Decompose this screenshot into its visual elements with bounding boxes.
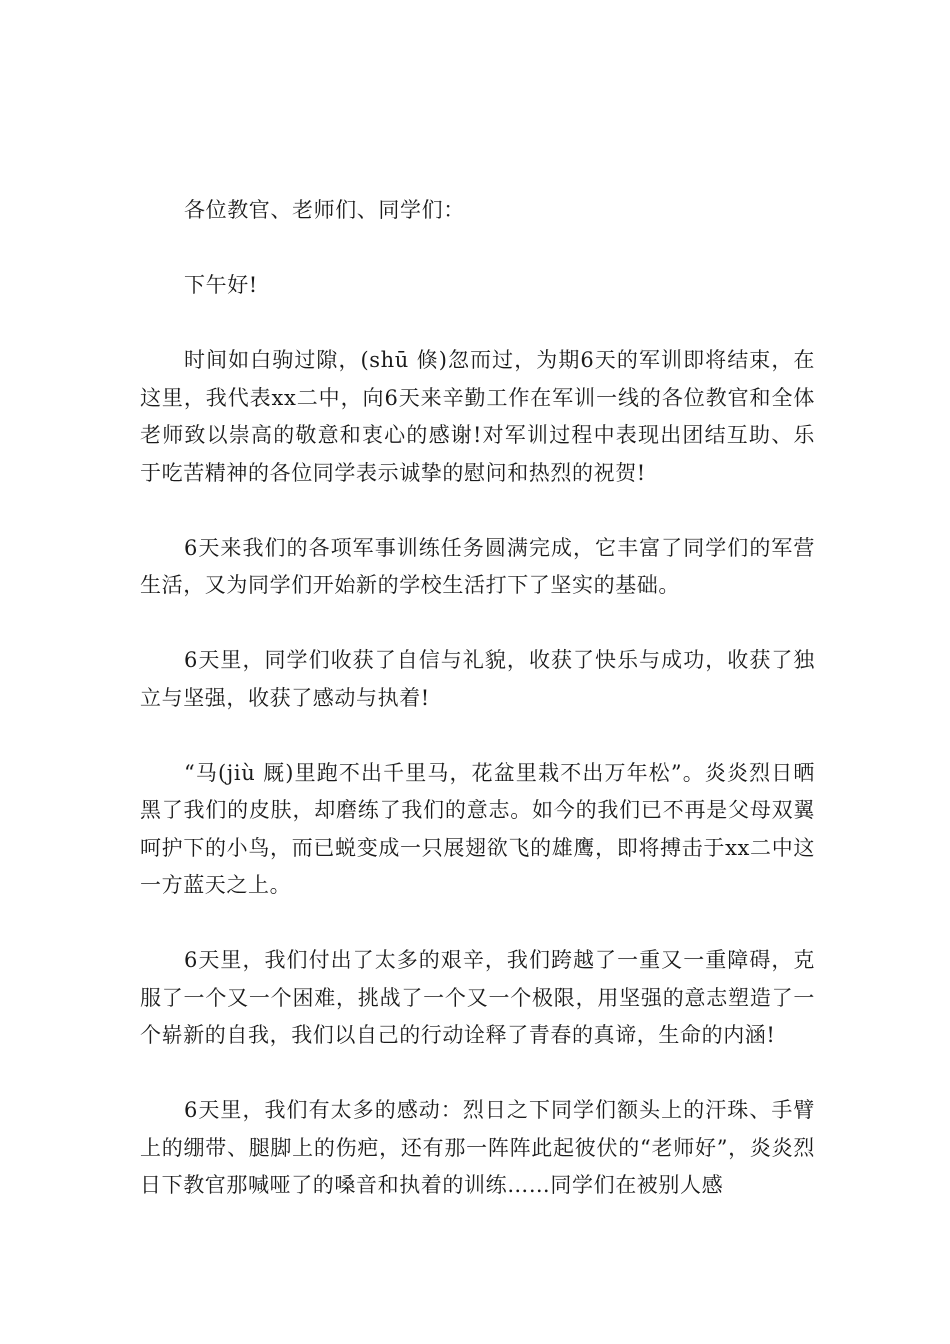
paragraph-gains: 6天里，同学们收获了自信与礼貌，收获了快乐与成功，收获了独立与坚强，收获了感动与执着!: [140, 648, 815, 710]
document-body: [140, 192, 815, 1242]
greeting: 下午好!: [184, 273, 258, 297]
paragraph-opening: 时间如白驹过隙，(shū 倏)忽而过，为期6天的军训即将结束，在这里，我代表xx二中，向6天来辛勤工作在军训一线的各位教官和全体老师致以崇高的敬意和衷心的感谢!对军训过程中表现出团结互助、乐于吃苦精神的各位同学表示诚挚的慰问和热烈的祝贺!: [140, 348, 815, 485]
paragraph-hardships: 6天里，我们付出了太多的艰辛，我们跨越了一重又一重障碍，克服了一个又一个困难，挑战了一个又一个极限，用坚强的意志塑造了一个崭新的自我，我们以自己的行动诠释了青春的真谛，生命的内涵!: [140, 948, 815, 1047]
paragraph-training-complete: 6天来我们的各项军事训练任务圆满完成，它丰富了同学们的军营生活，又为同学们开始新的学校生活打下了坚实的基础。: [140, 535, 815, 597]
paragraph-moments: 6天里，我们有太多的感动：烈日之下同学们额头上的汗珠、手臂上的绷带、腿脚上的伤疤，还有那一阵阵此起彼伏的“老师好”，炎炎烈日下教官那喊哑了的嗓音和执着的训练……同学们在被别人感: [140, 1098, 815, 1197]
paragraph-quote: “马(jiù 厩)里跑不出千里马，花盆里栽不出万年松”。炎炎烈日晒黑了我们的皮肤，却磨练了我们的意志。如今的我们已不再是父母双翼呵护下的小鸟，而已蜕变成一只展翅欲飞的雄鹰，即将搏击于xx二中这一方蓝天之上。: [140, 760, 815, 897]
salutation: 各位教官、老师们、同学们：: [184, 198, 465, 222]
